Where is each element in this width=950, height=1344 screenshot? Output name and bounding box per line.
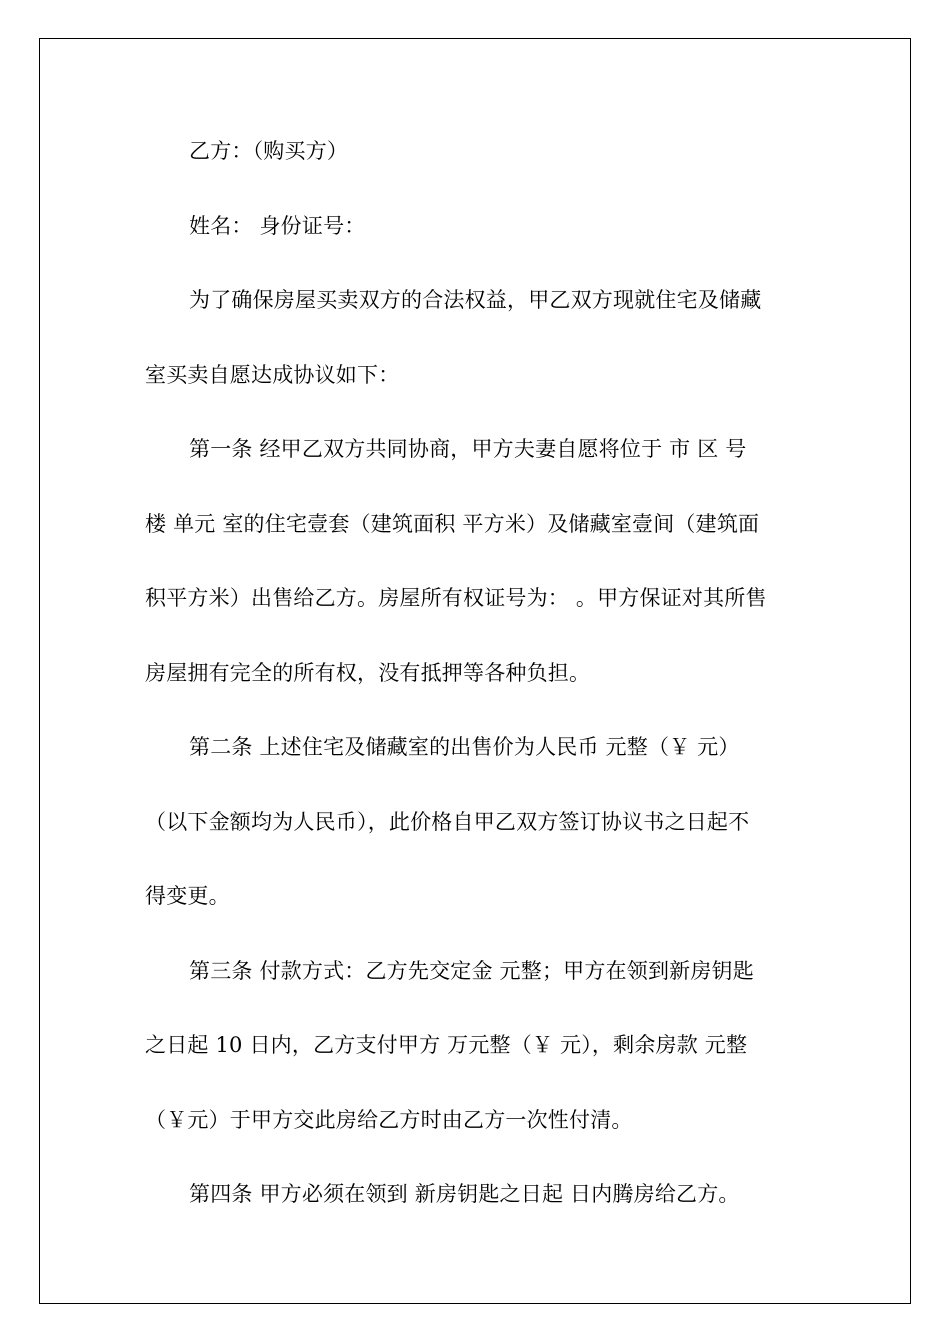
article-3-line-2: 之日起 10 日内，乙方支付甲方 万元整（￥ 元），剩余房款 元整	[145, 1033, 748, 1057]
name-id-line: 姓名： 身份证号：	[189, 213, 366, 238]
article-2-line-3: 得变更。	[145, 884, 230, 908]
document-body	[145, 128, 805, 1246]
article-1-line-1: 第一条 经甲乙双方共同协商，甲方夫妻自愿将位于 市 区 号	[189, 437, 747, 461]
article-2-line-1: 第二条 上述住宅及储藏室的出售价为人民币 元整（￥ 元）	[189, 735, 740, 759]
article-1-line-2: 楼 单元 室的住宅壹套（建筑面积 平方米）及储藏室壹间（建筑面	[145, 511, 760, 536]
buyer-party-line: 乙方：（购买方）	[189, 139, 349, 163]
article-1-line-3: 积平方米）出售给乙方。房屋所有权证号为： 。甲方保证对其所售	[145, 586, 767, 610]
article-1-line-4: 房屋拥有完全的所有权，没有抵押等各种负担。	[145, 660, 591, 685]
article-2-line-2: （以下金额均为人民币），此价格自甲乙双方签订协议书之日起不	[145, 809, 750, 834]
article-4-line-1: 第四条 甲方必须在领到 新房钥匙之日起 日内腾房给乙方。	[189, 1182, 740, 1206]
article-3-line-1: 第三条 付款方式：乙方先交定金 元整；甲方在领到新房钥匙	[189, 958, 754, 983]
article-3-line-3: （￥元）于甲方交此房给乙方时由乙方一次性付清。	[145, 1107, 633, 1132]
preamble-line-1: 为了确保房屋买卖双方的合法权益，甲乙双方现就住宅及储藏	[189, 288, 762, 312]
preamble-line-2: 室买卖自愿达成协议如下：	[145, 362, 400, 387]
